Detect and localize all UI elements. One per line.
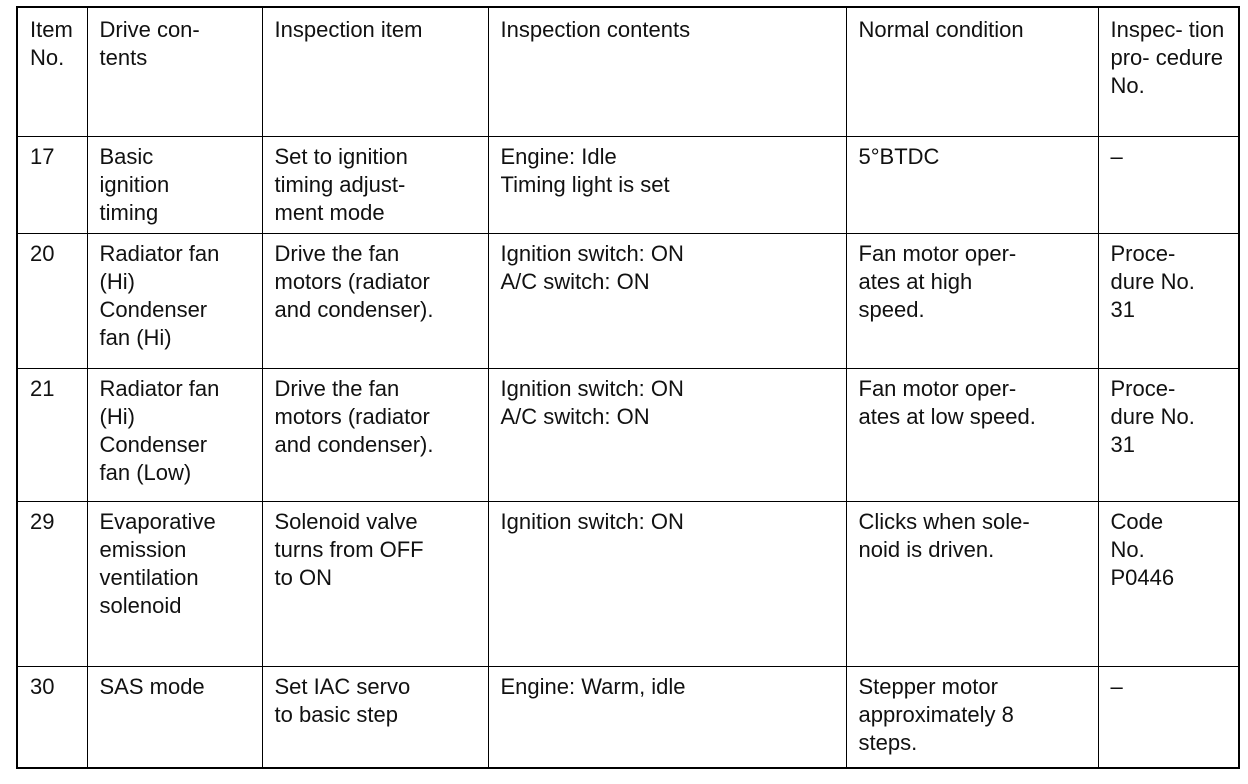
- actuator-test-table: [16, 6, 1240, 769]
- cell-normal-condition: Clicks when sole- noid is driven.: [846, 502, 1098, 667]
- cell-procedure-no: –: [1098, 667, 1239, 769]
- cell-drive-contents: SAS mode: [87, 667, 262, 769]
- cell-procedure-no: Code No. P0446: [1098, 502, 1239, 667]
- cell-normal-condition: Stepper motor approximately 8 steps.: [846, 667, 1098, 769]
- table-row: [17, 502, 1239, 667]
- header-drive-contents: Drive con- tents: [87, 7, 262, 137]
- cell-procedure-no: –: [1098, 137, 1239, 234]
- cell-inspection-item: Drive the fan motors (radiator and condenser).: [262, 234, 488, 369]
- header-item-no: Item No.: [17, 7, 87, 137]
- cell-inspection-contents: Ignition switch: ON A/C switch: ON: [488, 369, 846, 502]
- table-row: [17, 369, 1239, 502]
- table-row: [17, 234, 1239, 369]
- cell-inspection-contents: Ignition switch: ON A/C switch: ON: [488, 234, 846, 369]
- header-normal-condition: Normal condition: [846, 7, 1098, 137]
- table-header-row: [17, 7, 1239, 137]
- header-inspection-item: Inspection item: [262, 7, 488, 137]
- cell-item-no: 20: [17, 234, 87, 369]
- cell-procedure-no: Proce- dure No. 31: [1098, 234, 1239, 369]
- cell-normal-condition: Fan motor oper- ates at low speed.: [846, 369, 1098, 502]
- cell-item-no: 21: [17, 369, 87, 502]
- cell-drive-contents: Basic ignition timing: [87, 137, 262, 234]
- cell-item-no: 30: [17, 667, 87, 769]
- cell-inspection-item: Solenoid valve turns from OFF to ON: [262, 502, 488, 667]
- header-inspection-contents: Inspection contents: [488, 7, 846, 137]
- table-row: [17, 137, 1239, 234]
- cell-procedure-no: Proce- dure No. 31: [1098, 369, 1239, 502]
- cell-inspection-contents: Engine: Idle Timing light is set: [488, 137, 846, 234]
- cell-normal-condition: 5°BTDC: [846, 137, 1098, 234]
- cell-drive-contents: Radiator fan (Hi) Condenser fan (Hi): [87, 234, 262, 369]
- cell-inspection-item: Set IAC servo to basic step: [262, 667, 488, 769]
- cell-inspection-contents: Engine: Warm, idle: [488, 667, 846, 769]
- cell-inspection-item: Set to ignition timing adjust- ment mode: [262, 137, 488, 234]
- cell-item-no: 17: [17, 137, 87, 234]
- cell-drive-contents: Evaporative emission ventilation solenoid: [87, 502, 262, 667]
- cell-inspection-contents: Ignition switch: ON: [488, 502, 846, 667]
- header-procedure-no: Inspec- tion pro- cedure No.: [1098, 7, 1239, 137]
- cell-inspection-item: Drive the fan motors (radiator and condenser).: [262, 369, 488, 502]
- table-row: [17, 667, 1239, 769]
- cell-item-no: 29: [17, 502, 87, 667]
- cell-drive-contents: Radiator fan (Hi) Condenser fan (Low): [87, 369, 262, 502]
- cell-normal-condition: Fan motor oper- ates at high speed.: [846, 234, 1098, 369]
